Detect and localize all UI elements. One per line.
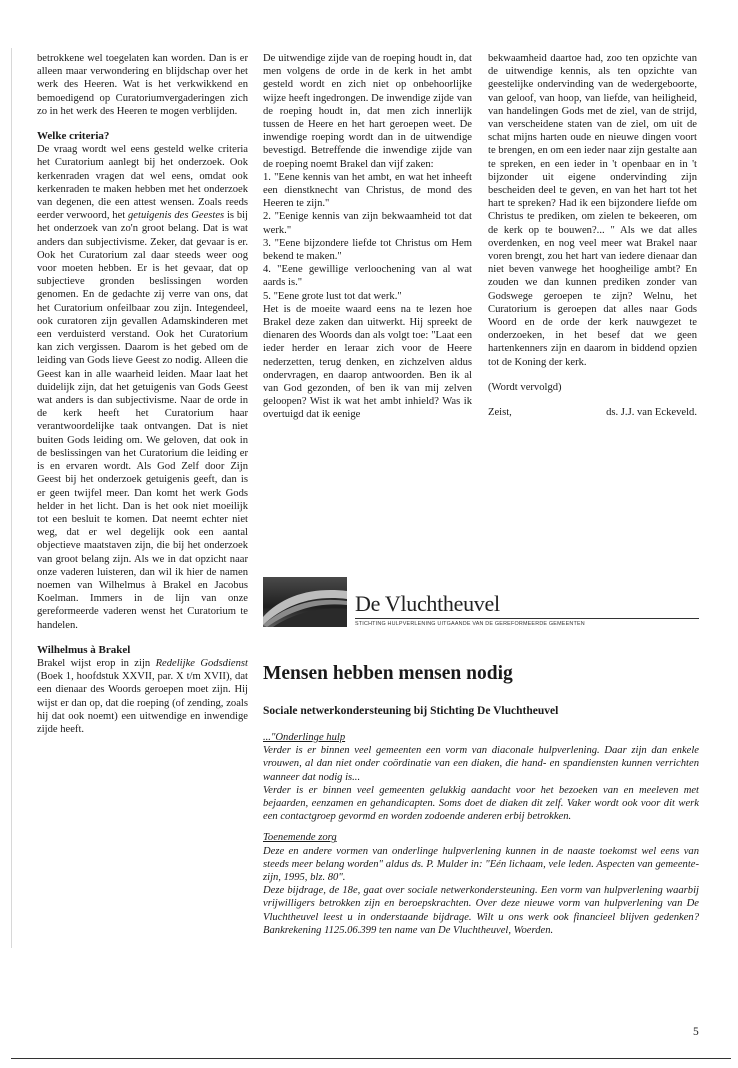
article-title: Mensen hebben mensen nodig xyxy=(263,663,513,684)
paragraph: Brakel wijst erop in zijn Redelijke Godsdienst (Boek 1, hoofdstuk XXVII, par. X t/m XVII), dat een dienaar des Woords geroepen moet zijn. Hij wijst er dan op, dat die roeping (of zending, zoals hij dat ook noemt) een uitwendige en inwendige zijde heeft. xyxy=(37,657,248,735)
author: ds. J.J. van Eckeveld. xyxy=(606,407,697,419)
paragraph: De uitwendige zijde van de roeping houdt in, dat men volgens de orde in de kerk in het ambt gesteld wordt en zich niet op onbehoorlijke wijze heeft ingedrongen. De inwendige zijde van de roeping houdt in, dat men zich innerlijk tussen de Heere en het hart geroepen weet. De inwendige roeping wordt dan in de uitwendige bevestigd. Betreffende die inwendige zijde van de roeping noemt Brakel dan vijf zaken: xyxy=(263,53,472,170)
article-subtitle: Sociale netwerkondersteuning bij Stichting De Vluchtheuvel xyxy=(263,705,559,717)
logo-image xyxy=(263,577,347,627)
paragraph: betrokkene wel toegelaten kan worden. Dan is er alleen maar verwondering en blijdschap over het werk des Heeren. Wat is het verkwikkend en bemoedigend op Curatoriumvergaderingen zich zo in het werk des Heeren te mogen verblijden. xyxy=(37,53,248,117)
page-number: 5 xyxy=(693,1026,699,1038)
road-swoosh-icon xyxy=(263,577,347,627)
list-item: 3. "Eene bijzondere liefde tot Christus om Hem bekend te maken." xyxy=(263,237,472,263)
paragraph: De vraag wordt wel eens gesteld welke criteria het Curatorium aanlegt bij het onderzoek. Ook kerkenraden vragen dat wel eens, omdat ook kerkenraden te maken hebben met het onderzoek van degenen, die een attest wensen. Zoals reeds eerder verwoord, het getuigenis des Geestes is bij het onderzoek van zo'n groot belang. Dat is wat anders dan subjectivisme. Zeker, dat gevaar is er. Ook het Curatorium zal daar steeds weer oog voor moeten hebben. Er is het gevaar, dat op subjectieve gronden beslissingen worden genomen. En de gedachte zij verre van ons, dat het Curatorium onfeilbaar zou zijn. Integendeel, ook curatoren zijn gevallen Adamskinderen met een verduisterd verstand. Ook het Curatorium kan zich vergissen. Daarom is het gebed om de leiding van Gods lieve Geest zo nodig. Alleen die Geest kan in alle waarheid leiden. Maar laat het duidelijk zijn, dat het getuigenis van Gods Geest wat anders is dan subjectivisme. Naar de orde in de kerk heeft het Curatorium haar verantwoordelijke taak ontvangen. Dat is niet buiten Gods leiding om. We geloven, dat ook in de beslissingen van het Curatorium die leiding er is en ervaren wordt. Als God Zelf door Zijn Geest bij het onderzoek getuigenis geeft, dan is er geen twijfel meer. Dan komt het werk Gods helder in het licht. Dan is het ook niet moeilijk tot een besluit te komen. Dat neemt echter niet weg, dat er wel degelijk ook een aantal objectieve maatstaven zijn, die bij het onderzoek van groot belang zijn. Als we in dat opzicht naar onze vaderen luisteren, dan wil ik hier de namen noemen van Wilhelmus à Brakel en Jacobus Koelman. Immers in de lijn van onze gereformeerde vaderen wenst het Curatorium te handelen. xyxy=(37,144,249,631)
paragraph: bekwaamheid daartoe had, zoo ten opzichte van de uitwendige kennis, als ten opzichte van geestelijke ondervinding van de wedergeboorte, van geloof, van hoop, van liefde, van heiligheid, van handelingen Gods met de ziel, van de strijd, van verscheidene staten van de ziel, om uit de schat mijns harten oude en nieuwe dingen voort te brengen, en om een ieder naar zijn gestalte aan te spreken, en een ieder in 't openbaar en in 't bijzonder uit eigene ondervinding zijn bescheiden deel te geven, en van het hart tot het hart te spreken? Had ik een bijzondere liefde om Christus te prediken, om zielen te bekeeren, om de kerk op te bouwen?... " Als we dat alles overdenken, en nog veel meer wat Brakel naar voren brengt, zou het hart van iedere dienaar dan niet beven vanwege het hoogheilige ambt? En zouden we dan kunnen prediken zonder van Godswege geroepen te zijn? Welnu, het Curatorium is geroepen dat alles naar Gods Woord en de orde der kerk nauwgezet te onderzoeken, in het besef dat we geen hartenkenners zijn en daarom in biddend opzien tot de Koning der kerk. xyxy=(488,53,697,368)
signature-line xyxy=(488,406,697,419)
vluchtheuvel-logo xyxy=(263,575,699,627)
list-item: 2. "Eenige kennis van zijn bekwaamheid tot dat werk." xyxy=(263,211,472,236)
paragraph: Verder is er binnen veel gemeenten een vorm van diaconale hulpverlening. Daar zijn dan enkele vrouwen, al dan niet onder coördinatie van een diaken, die hand- en spandiensten kunnen verrichten wanneer dat nodig is... xyxy=(263,745,699,783)
section-heading-brakel: Wilhelmus à Brakel xyxy=(37,643,131,656)
organization-tagline: STICHTING HULPVERLENING UITGAANDE VAN DE GEREFORMEERDE GEMEENTEN xyxy=(355,621,585,627)
list-item: 4. "Eene gewillige verloochening van al wat aards is." xyxy=(263,264,472,289)
section-heading: ..."Onderlinge hulp xyxy=(263,732,346,743)
place: Zeist, xyxy=(488,407,512,419)
list-item: 1. "Eene kennis van het ambt, en wat het inheeft een dienstknecht van Christus, de mond des Heeren te zijn." xyxy=(263,171,472,210)
paragraph: Deze bijdrage, de 18e, gaat over sociale netwerkondersteuning. Een vorm van hulpverlening waarbij vrijwilligers betrokken zijn en beroepskrachten. Over deze nieuwe vorm van hulpverlening van De Vluchtheuvel leest u in onderstaande bijdrage. Wilt u ons werk ook financieel blijven gedenken? Bankrekening 1125.06.399 ten name van De Vluchtheuvel, Woerden. xyxy=(263,885,699,936)
bottom-rule xyxy=(11,1058,731,1059)
organization-name: De Vluchtheuvel xyxy=(355,591,500,616)
column-1 xyxy=(37,52,248,736)
paragraph: Verder is er binnen veel gemeenten gelukkig aandacht voor het bezoeken van en meeleven met bejaarden, eenzamen en gehandicapten. Soms doet de diaken dit zelf. Vaker wordt ook voor dit werk een contactgroep gevormd en worden zodoende anderen erbij betrokken. xyxy=(263,784,699,823)
left-margin-rule xyxy=(11,48,12,948)
section-heading: Toenemende zorg xyxy=(263,832,337,844)
vluchtheuvel-article xyxy=(263,575,699,937)
list-item: 5. "Eene grote lust tot dat werk." xyxy=(263,290,402,302)
paragraph: Het is de moeite waard eens na te lezen hoe Brakel deze zaken dan uitwerkt. Hij spreekt de dienaren des Woords dan als volgt toe: "Laat een ieder herder en leraar zich voor de Heere nederzetten, terug denken, en zichzelven aldus ondervragen, en daarop antwoorden. Ben ik al van God gezonden, of ben ik van mij zelven geloopen? Wist ik wat het ambt inhield? Was ik overtuigd dat ik eenige xyxy=(263,303,472,421)
article-body xyxy=(263,731,699,937)
paragraph: Deze en andere vormen van onderlinge hulpverlening kunnen in de naaste toekomst wel eens van steeds meer belang worden" aldus ds. P. Mulder in: "Eén lichaam, vele leden. Aspecten van gemeente-zijn, 1995, blz. 80". xyxy=(263,845,699,884)
column-2 xyxy=(263,52,472,422)
continued-note: (Wordt vervolgd) xyxy=(488,381,562,393)
section-heading-criteria: Welke criteria? xyxy=(37,130,110,143)
column-3 xyxy=(488,52,697,419)
